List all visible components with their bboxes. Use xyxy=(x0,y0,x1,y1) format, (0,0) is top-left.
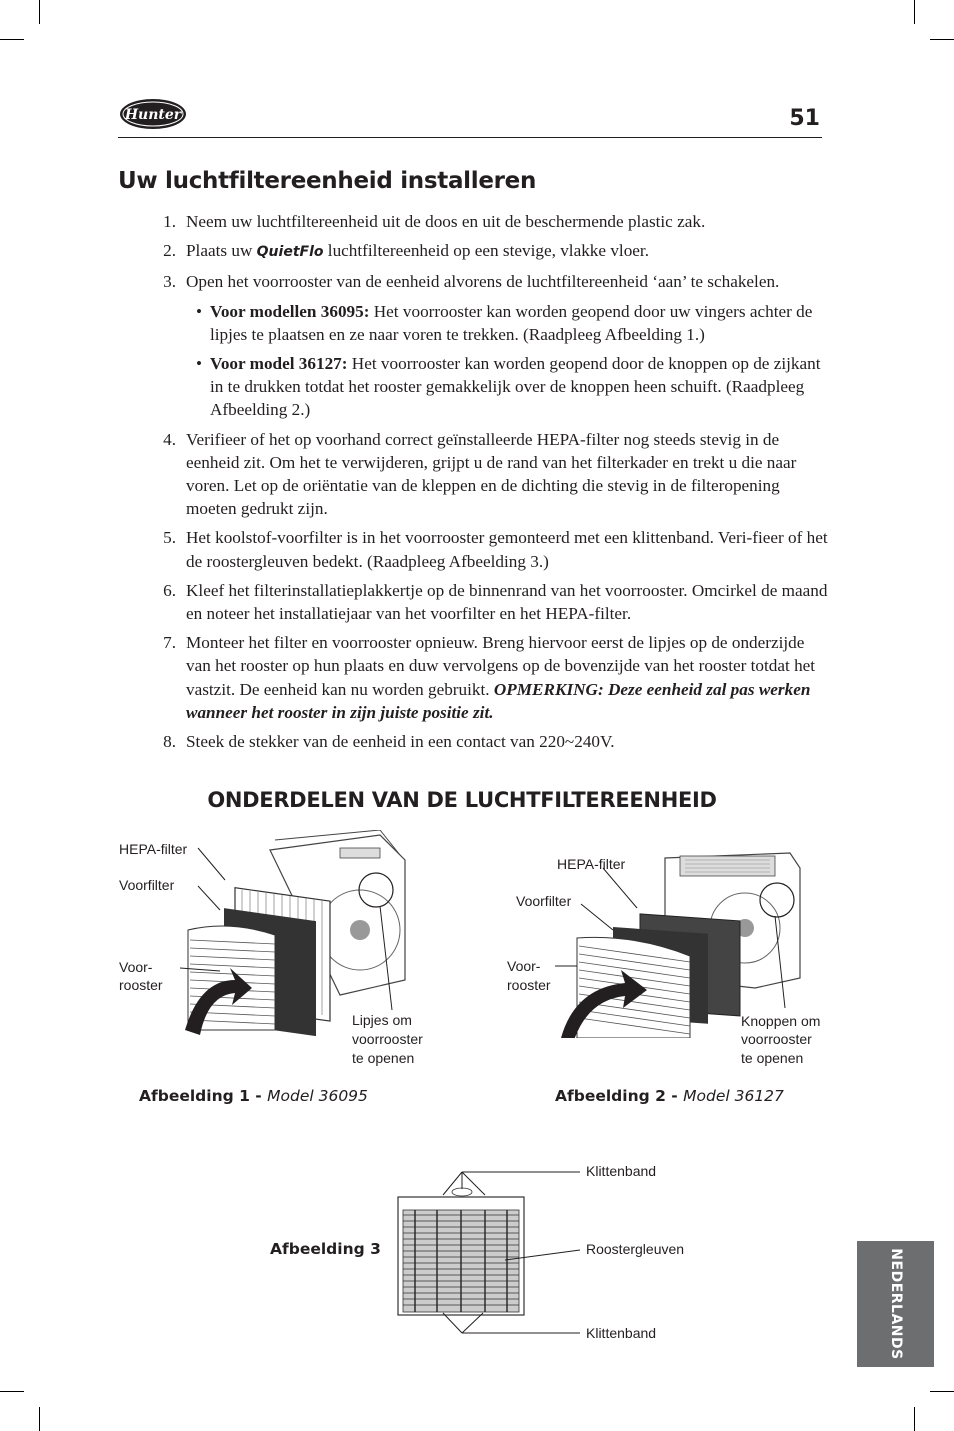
bullet-36095: • Voor modellen 36095: Het voorrooster kan worden geopend door uw vingers achter de lipjes te plaatsen en ze naar voren te trekken. (Raadpleeg Afbeelding 1.) xyxy=(196,301,813,344)
crop-mark xyxy=(930,39,954,40)
fig3-label-klittenband-bottom: Klittenband xyxy=(586,1325,657,1341)
fig2-label-voor: Voor- xyxy=(507,958,541,974)
fig2-label-hepa: HEPA-filter xyxy=(557,856,626,872)
install-steps xyxy=(150,210,830,759)
crop-mark xyxy=(39,1407,40,1431)
fig2-label-voorfilter: Voorfilter xyxy=(516,893,572,909)
fig1-label-lipjes: Lipjes om xyxy=(352,1012,412,1028)
step-7: 7. Monteer het filter en voorrooster opnieuw. Breng hiervoor eerst de lipjes op de onderzijde van het rooster op hun plaats en duw vervolgens op de bovenzijde van het rooster totdat het vastzit. De eenheid kan nu worden gebruikt. OPMERKING: Deze eenheid zal pas werken wanneer het rooster in zijn juiste positie zit. xyxy=(163,633,816,722)
step-4: 4. Verifieer of het op voorhand correct geïnstalleerde HEPA-filter nog steeds stevig in de eenheid zit. Om het te verwijderen, grijpt u de rand van het filterkader en trekt u die naar voren. Let op de oriëntatie van de kleppen en de dichting die stevig in de filteropening moeten gedrukt zijn. xyxy=(163,429,797,519)
fig3-caption: Afbeelding 3 xyxy=(270,1240,381,1258)
step-1: 1. Neem uw luchtfiltereenheid uit de doos en uit de beschermende plastic zak. xyxy=(163,212,706,231)
bullet-36127: • Voor model 36127: Het voorrooster kan worden geopend door de knoppen op de zijkant in te drukken totdat het rooster gemakkelijk over de knoppen heen schuift. (Raadpleeg Afbeelding 2.) xyxy=(196,354,821,420)
step-5: 5. Het koolstof-voorfilter is in het voorrooster gemonteerd met een klittenband. Veri-fieer of het de roostergleuven bedekt. (Raadpleeg Afbeelding 3.) xyxy=(163,528,828,571)
crop-mark xyxy=(0,39,24,40)
crop-mark xyxy=(914,1407,915,1431)
crop-mark xyxy=(930,1391,954,1392)
fig2-label-knoppen: Knoppen om xyxy=(741,1013,821,1029)
fig2-label-knoppen: voorrooster xyxy=(741,1031,812,1047)
figure-3-illustration xyxy=(395,1165,590,1340)
fig1-label-voorfilter: Voorfilter xyxy=(119,877,175,893)
crop-mark xyxy=(914,0,915,24)
step-8: 8. Steek de stekker van de eenheid in een contact van 220~240V. xyxy=(163,732,615,752)
fig1-label-lipjes: voorrooster xyxy=(352,1031,423,1047)
fig1-label-lipjes: te openen xyxy=(352,1050,415,1066)
page-number: 51 xyxy=(789,106,820,131)
product-name: QuietFlo xyxy=(256,244,324,261)
hunter-logo xyxy=(118,96,188,132)
section-title: Uw luchtfiltereenheid installeren xyxy=(118,168,537,194)
step-6: 6. Kleef het filterinstallatieplakkertje op de binnenrand van het voorrooster. Omcirkel de maand en noteer het installatiejaar van het voorfilter en het HEPA-filter. xyxy=(163,580,828,624)
language-tab: NEDERLANDS xyxy=(857,1241,934,1367)
figure-2-illustration xyxy=(555,848,805,1038)
header-rule xyxy=(118,137,822,138)
step-2: 2. Plaats uw QuietFlo luchtfiltereenheid op een stevige, vlakke vloer. xyxy=(163,241,649,261)
fig2-label-rooster: rooster xyxy=(507,977,551,993)
fig3-label-roostergleuven: Roostergleuven xyxy=(586,1241,685,1257)
fig3-label-klittenband-top: Klittenband xyxy=(586,1163,657,1179)
figure-1-illustration xyxy=(180,830,420,1040)
fig1-label-voor: Voor- xyxy=(119,959,153,975)
fig2-caption: Afbeelding 2 - Model 36127 xyxy=(555,1087,784,1105)
fig1-caption: Afbeelding 1 - Model 36095 xyxy=(139,1087,368,1105)
fig2-label-knoppen: te openen xyxy=(741,1050,804,1066)
crop-mark xyxy=(0,1391,24,1392)
logo-text: Hunter xyxy=(124,107,182,123)
fig1-label-rooster: rooster xyxy=(119,977,163,993)
parts-title: ONDERDELEN VAN DE LUCHTFILTEREENHEID xyxy=(207,788,717,812)
step-3: 3. Open het voorrooster van de eenheid alvorens de luchtfiltereenheid ‘aan’ te schakelen. xyxy=(163,272,780,292)
step-7-note: OPMERKING: Deze eenheid zal pas werken wanneer het rooster in zijn juiste positie zit. xyxy=(186,679,811,722)
crop-mark xyxy=(39,0,40,24)
fig1-label-hepa: HEPA-filter xyxy=(119,841,188,857)
